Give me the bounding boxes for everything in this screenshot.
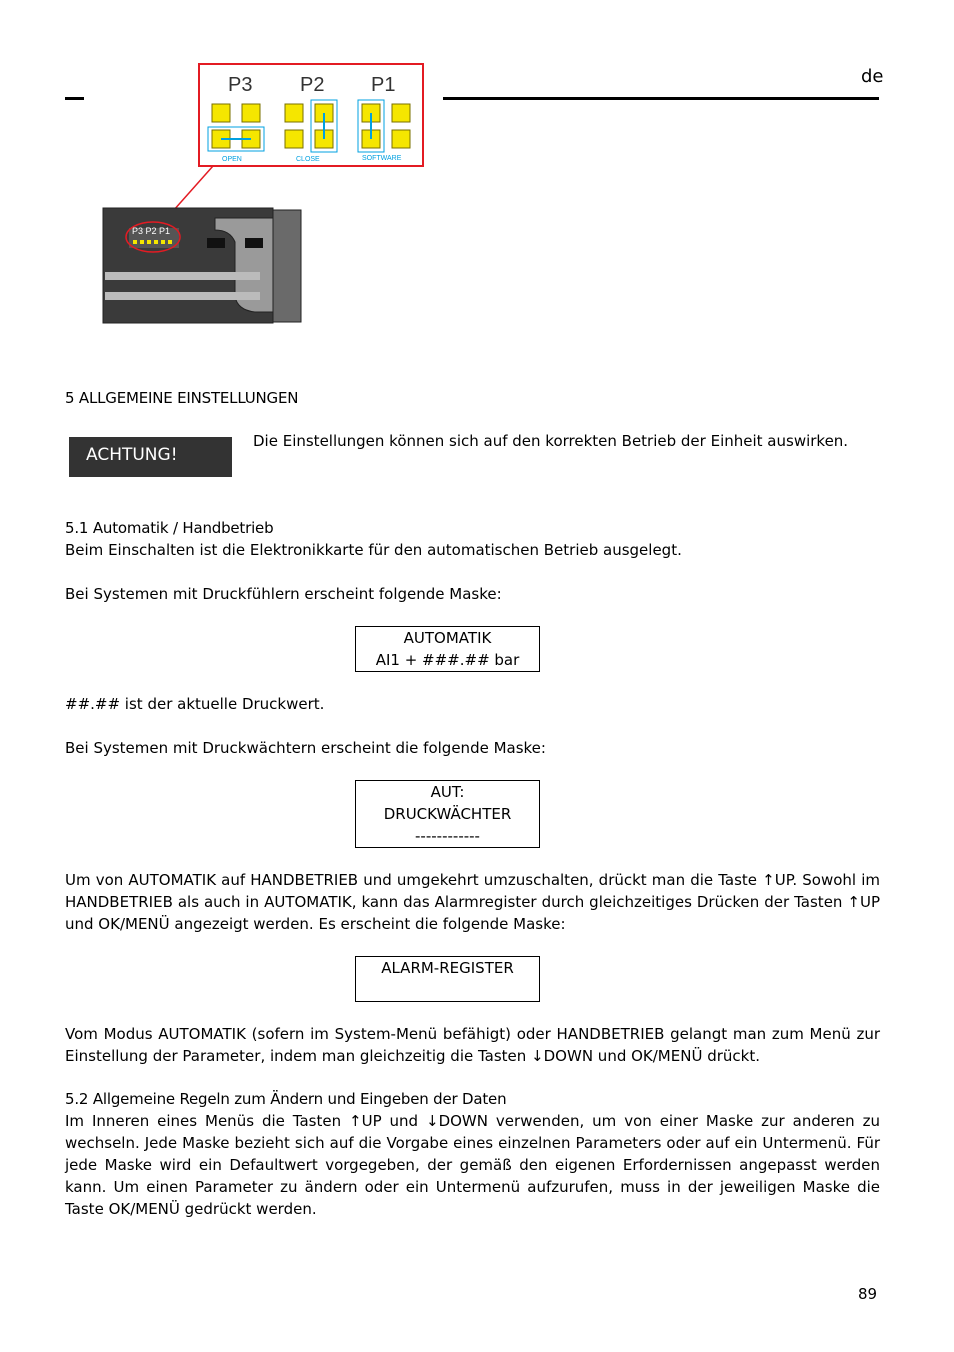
mask-line: AUT: bbox=[430, 783, 465, 801]
jumper-diagram bbox=[95, 60, 435, 330]
header-rule-left bbox=[65, 97, 84, 100]
mask-line: DRUCKWÄCHTER bbox=[383, 805, 512, 823]
mask-line: ------------ bbox=[415, 827, 480, 845]
label-software: SOFTWARE bbox=[362, 155, 402, 162]
paragraph: Bei Systemen mit Druckwächtern erscheint die folgende Maske: bbox=[65, 739, 546, 757]
section-5-2-title: 5.2 Allgemeine Regeln zum Ändern und Eingeben der Daten bbox=[65, 1090, 507, 1108]
display-mask-alarm-register bbox=[355, 956, 540, 1002]
pin-label-p2: P2 bbox=[300, 74, 325, 96]
pin-label-p1: P1 bbox=[371, 74, 396, 96]
controller-board bbox=[103, 208, 301, 323]
label-open: OPEN bbox=[222, 156, 242, 163]
board-pin-label: P3 P2 P1 bbox=[132, 226, 171, 236]
header-rule-right bbox=[443, 97, 879, 100]
pad bbox=[285, 130, 303, 148]
paragraph: ##.## ist der aktuelle Druckwert. bbox=[65, 695, 325, 713]
paragraph: Im Inneren eines Menüs die Tasten ↑UP und ↓DOWN verwenden, um von einer Maske zur anderen zu wechseln. Jede Maske bezieht sich auf die Vorgabe eines einzelnen Parameters oder auf ein Untermenü. Für jede Maske wird ein Defaultwert vorgegeben, der gemäß den eigenen Erfordernissen angepasst werden kann. Um einen Parameter zu ändern oder ein Untermenü aufzurufen, muss in der jeweiligen Maske die Taste OK/MENÜ gedrückt werden. bbox=[65, 1112, 880, 1218]
language-tag: de bbox=[861, 66, 884, 87]
pad bbox=[212, 104, 230, 122]
achtung-badge: ACHTUNG! bbox=[69, 437, 232, 477]
page-number: 89 bbox=[858, 1285, 878, 1303]
display-mask-druckwaechter bbox=[355, 780, 540, 848]
mask-line: AUTOMATIK bbox=[403, 629, 492, 647]
section-5-1-title: 5.1 Automatik / Handbetrieb bbox=[65, 519, 274, 537]
pad bbox=[242, 104, 260, 122]
mask-line: ALARM-REGISTER bbox=[381, 959, 514, 977]
section-5-title: 5 ALLGEMEINE EINSTELLUNGEN bbox=[65, 389, 299, 407]
paragraph: Beim Einschalten ist die Elektronikkarte für den automatischen Betrieb ausgelegt. bbox=[65, 541, 682, 559]
pin-label-p3: P3 bbox=[228, 74, 253, 96]
pad bbox=[392, 130, 410, 148]
paragraph: Um von AUTOMATIK auf HANDBETRIEB und umgekehrt umzuschalten, drückt man die Taste ↑UP. Sowohl im HANDBETRIEB als auch in AUTOMATIK, kann das Alarmregister durch gleichzeitiges Drücken der Tasten ↑UP und OK/MENÜ angezeigt werden. Es erscheint die folgende Maske: bbox=[65, 871, 880, 933]
achtung-text: Die Einstellungen können sich auf den korrekten Betrieb der Einheit auswirken. bbox=[253, 432, 849, 450]
display-mask-automatik bbox=[355, 626, 540, 672]
paragraph: Bei Systemen mit Druckfühlern erscheint folgende Maske: bbox=[65, 585, 502, 603]
label-close: CLOSE bbox=[296, 156, 320, 163]
paragraph: Vom Modus AUTOMATIK (sofern im System-Menü befähigt) oder HANDBETRIEB gelangt man zum Menü zur Einstellung der Parameter, indem man gleichzeitig die Tasten ↓DOWN und OK/MENÜ drückt. bbox=[65, 1025, 880, 1065]
pad bbox=[392, 104, 410, 122]
mask-line: AI1 + ###.## bar bbox=[375, 651, 520, 669]
pad bbox=[285, 104, 303, 122]
